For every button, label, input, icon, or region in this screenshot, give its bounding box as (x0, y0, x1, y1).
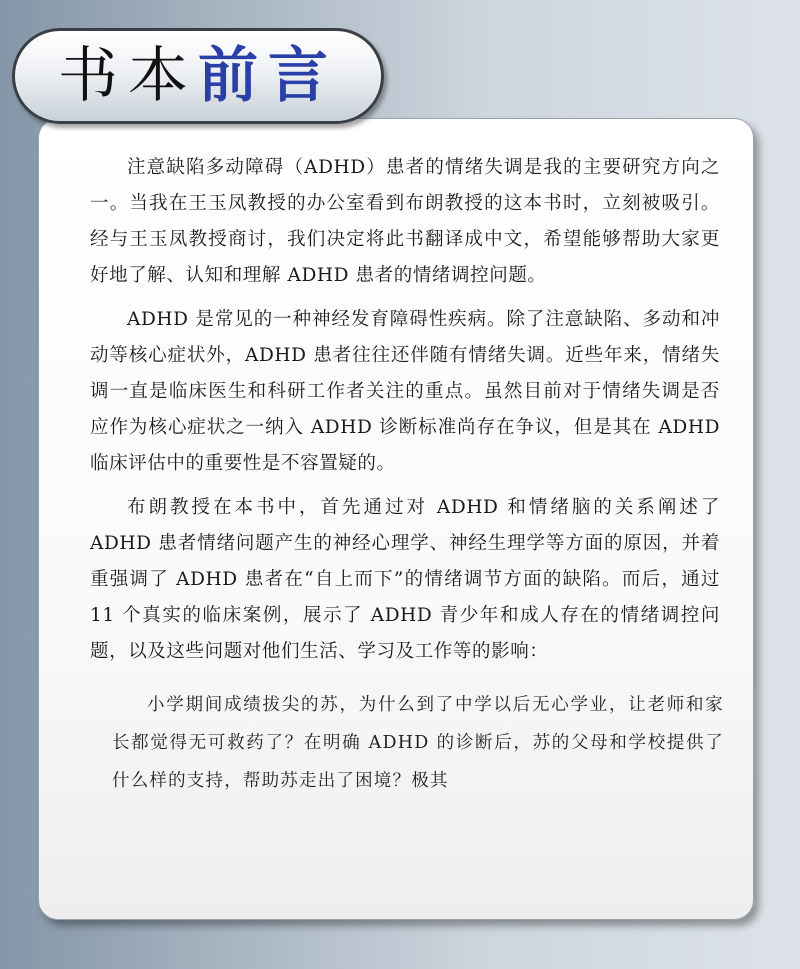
paragraph-2: ADHD 是常见的一种神经发育障碍性疾病。除了注意缺陷、多动和冲动等核心症状外，ADHD 患者往往还伴随有情绪失调。近些年来，情绪失调一直是临床医生和科研工作者关注的重点。虽然目前对于情绪失调是否应作为核心症状之一纳入 ADHD 诊断标准尚存在争议，但是其在 ADHD 临床评估中的重要性是不容置疑的。 (90, 309, 720, 474)
title-text-part1: 书本 (58, 41, 198, 111)
preface-text (90, 150, 724, 800)
title-banner (12, 28, 384, 124)
case-quote: 小学期间成绩拔尖的苏，为什么到了中学以后无心学业，让老师和家长都觉得无可救药了？在明确 ADHD 的诊断后，苏的父母和学校提供了什么样的支持，帮助苏走出了困境？极其 (112, 695, 724, 791)
paragraph-3: 布朗教授在本书中，首先通过对 ADHD 和情绪脑的关系阐述了 ADHD 患者情绪问题产生的神经心理学、神经生理学等方面的原因，并着重强调了 ADHD 患者在“自上而下”的情绪调节方面的缺陷。而后，通过 11 个真实的临床案例，展示了 ADHD 青少年和成人存在的情绪调控问题，以及这些问题对他们生活、学习及工作等的影响： (90, 497, 720, 662)
title-text-part2: 前言 (198, 41, 338, 111)
paragraph-1: 注意缺陷多动障碍（ADHD）患者的情绪失调是我的主要研究方向之一。当我在王玉凤教授的办公室看到布朗教授的这本书时，立刻被吸引。经与王玉凤教授商讨，我们决定将此书翻译成中文，希望能够帮助大家更好地了解、认知和理解 ADHD 患者的情绪调控问题。 (90, 157, 720, 286)
